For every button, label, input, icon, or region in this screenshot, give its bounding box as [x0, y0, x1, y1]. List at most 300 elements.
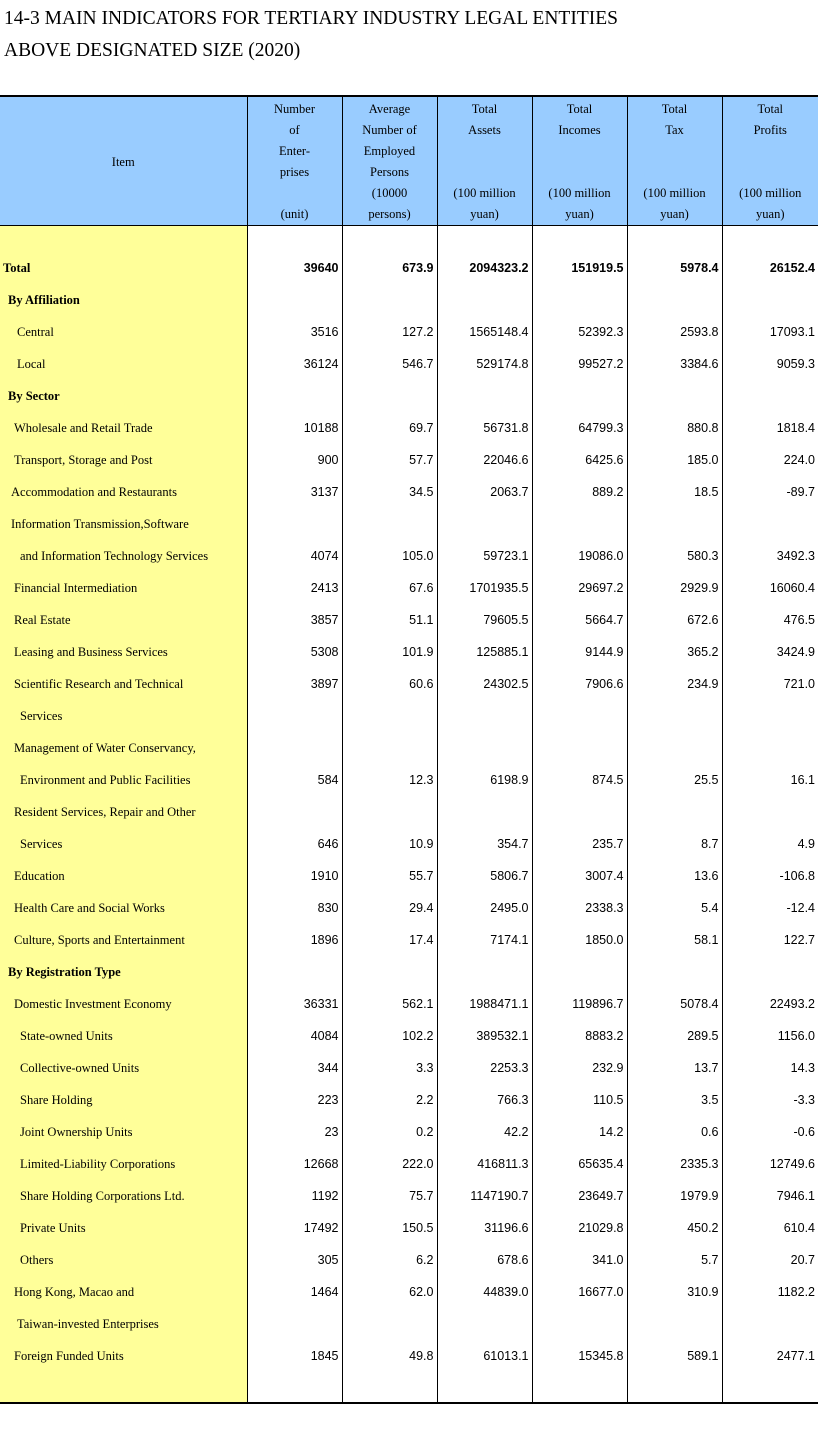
- value-cell: 880.8: [627, 412, 722, 444]
- table-bottom-row: [0, 1372, 818, 1403]
- value-cell: 5078.4: [627, 988, 722, 1020]
- value-cell: [342, 700, 437, 732]
- row-label: Culture, Sports and Entertainment: [14, 932, 185, 947]
- header-line: [533, 141, 627, 162]
- value-cell: 29697.2: [532, 572, 627, 604]
- value-cell: 24302.5: [437, 668, 532, 700]
- row-label: Collective-owned Units: [20, 1060, 140, 1075]
- table-row: [0, 412, 818, 444]
- value-cell: 79605.5: [437, 604, 532, 636]
- value-cell: 110.5: [532, 1084, 627, 1116]
- value-cell: [627, 508, 722, 540]
- value-cell: [342, 796, 437, 828]
- table-row: [0, 796, 818, 828]
- value-cell: 3516: [247, 316, 342, 348]
- value-cell: 13.7: [627, 1052, 722, 1084]
- value-cell: 69.7: [342, 412, 437, 444]
- value-cell: 344: [247, 1052, 342, 1084]
- row-label: Joint Ownership Units: [20, 1124, 133, 1139]
- table-row: [0, 1148, 818, 1180]
- value-cell: -106.8: [722, 860, 818, 892]
- header-line: (100 million: [739, 186, 802, 200]
- row-label-cell: [0, 252, 247, 284]
- value-cell: [532, 796, 627, 828]
- value-cell: [437, 732, 532, 764]
- row-label: Others: [20, 1252, 54, 1267]
- value-cell: 18.5: [627, 476, 722, 508]
- header-line: yuan): [565, 207, 594, 221]
- value-cell: 416811.3: [437, 1148, 532, 1180]
- value-cell: 39640: [247, 252, 342, 284]
- row-label: Total: [3, 260, 31, 275]
- row-label-cell: [0, 444, 247, 476]
- value-cell: [627, 380, 722, 412]
- value-cell: [532, 1308, 627, 1340]
- value-cell: [722, 796, 818, 828]
- table-row: [0, 956, 818, 988]
- value-cell: 1156.0: [722, 1020, 818, 1052]
- value-cell: 2063.7: [437, 476, 532, 508]
- row-label: Services: [20, 708, 63, 723]
- value-cell: [247, 956, 342, 988]
- value-cell: 234.9: [627, 668, 722, 700]
- header-total-profits: [722, 97, 818, 226]
- value-cell: 1818.4: [722, 412, 818, 444]
- value-cell: 1464: [247, 1276, 342, 1308]
- table-row: [0, 860, 818, 892]
- value-cell: 1147190.7: [437, 1180, 532, 1212]
- header-line: yuan): [660, 207, 689, 221]
- value-cell: 12.3: [342, 764, 437, 796]
- row-label-cell: [0, 284, 247, 316]
- row-label: Wholesale and Retail Trade: [14, 420, 153, 435]
- value-cell: 365.2: [627, 636, 722, 668]
- header-line: [248, 183, 342, 204]
- row-label: Leasing and Business Services: [14, 644, 168, 659]
- header-total-incomes: [532, 97, 627, 226]
- header-total-tax: [627, 97, 722, 226]
- value-cell: 673.9: [342, 252, 437, 284]
- value-cell: [627, 956, 722, 988]
- value-cell: 3897: [247, 668, 342, 700]
- value-cell: 3424.9: [722, 636, 818, 668]
- row-label-cell: [0, 1148, 247, 1180]
- value-cell: 341.0: [532, 1244, 627, 1276]
- value-cell: 99527.2: [532, 348, 627, 380]
- value-cell: 2495.0: [437, 892, 532, 924]
- table-row: [0, 732, 818, 764]
- value-cell: 6.2: [342, 1244, 437, 1276]
- row-label: Local: [17, 356, 46, 371]
- value-cell: [532, 732, 627, 764]
- row-label-cell: [0, 508, 247, 540]
- value-cell: 584: [247, 764, 342, 796]
- value-cell: 150.5: [342, 1212, 437, 1244]
- table-row: [0, 988, 818, 1020]
- value-cell: 1979.9: [627, 1180, 722, 1212]
- table-row: [0, 284, 818, 316]
- value-cell: 42.2: [437, 1116, 532, 1148]
- row-label-cell: [0, 700, 247, 732]
- row-label: By Affiliation: [8, 292, 80, 307]
- header-item: Item: [0, 97, 247, 226]
- row-label: Hong Kong, Macao and: [14, 1284, 135, 1299]
- row-label: Scientific Research and Technical: [14, 676, 184, 691]
- value-cell: 1910: [247, 860, 342, 892]
- header-line: Enter-: [279, 144, 310, 158]
- value-cell: 354.7: [437, 828, 532, 860]
- value-cell: 23649.7: [532, 1180, 627, 1212]
- value-cell: 2253.3: [437, 1052, 532, 1084]
- value-cell: 546.7: [342, 348, 437, 380]
- value-cell: [247, 796, 342, 828]
- row-label-cell: [0, 1180, 247, 1212]
- table-row: [0, 508, 818, 540]
- header-line: Incomes: [558, 123, 601, 137]
- header-line: Total: [661, 102, 688, 116]
- row-label: By Registration Type: [8, 964, 121, 979]
- value-cell: [627, 796, 722, 828]
- value-cell: 60.6: [342, 668, 437, 700]
- value-cell: 1192: [247, 1180, 342, 1212]
- header-line: [723, 141, 818, 162]
- value-cell: 3007.4: [532, 860, 627, 892]
- row-label: and Information Technology Services: [20, 548, 209, 563]
- value-cell: 67.6: [342, 572, 437, 604]
- value-cell: [722, 284, 818, 316]
- table-row: [0, 1020, 818, 1052]
- value-cell: [532, 380, 627, 412]
- value-cell: [722, 956, 818, 988]
- value-cell: 7946.1: [722, 1180, 818, 1212]
- value-cell: 65635.4: [532, 1148, 627, 1180]
- value-cell: [722, 700, 818, 732]
- table-row: [0, 1116, 818, 1148]
- row-label: Education: [14, 868, 65, 883]
- value-cell: 0.2: [342, 1116, 437, 1148]
- header-line: [438, 162, 532, 183]
- value-cell: [247, 508, 342, 540]
- header-line: Persons: [370, 165, 409, 179]
- value-cell: 23: [247, 1116, 342, 1148]
- value-cell: 52392.3: [532, 316, 627, 348]
- row-label: Transport, Storage and Post: [14, 452, 153, 467]
- table-row: [0, 1212, 818, 1244]
- value-cell: 5806.7: [437, 860, 532, 892]
- value-cell: 102.2: [342, 1020, 437, 1052]
- header-line: (100 million: [643, 186, 706, 200]
- value-cell: 44839.0: [437, 1276, 532, 1308]
- value-cell: 589.1: [627, 1340, 722, 1372]
- value-cell: 529174.8: [437, 348, 532, 380]
- value-cell: 4084: [247, 1020, 342, 1052]
- value-cell: 1182.2: [722, 1276, 818, 1308]
- value-cell: 34.5: [342, 476, 437, 508]
- row-label: Share Holding Corporations Ltd.: [20, 1188, 185, 1203]
- value-cell: 16677.0: [532, 1276, 627, 1308]
- value-cell: 151919.5: [532, 252, 627, 284]
- row-label: Resident Services, Repair and Other: [14, 804, 196, 819]
- value-cell: 26152.4: [722, 252, 818, 284]
- value-cell: 1896: [247, 924, 342, 956]
- value-cell: 289.5: [627, 1020, 722, 1052]
- value-cell: 310.9: [627, 1276, 722, 1308]
- value-cell: 4074: [247, 540, 342, 572]
- value-cell: 10.9: [342, 828, 437, 860]
- value-cell: 13.6: [627, 860, 722, 892]
- value-cell: [247, 1308, 342, 1340]
- value-cell: -0.6: [722, 1116, 818, 1148]
- value-cell: 56731.8: [437, 412, 532, 444]
- value-cell: 389532.1: [437, 1020, 532, 1052]
- value-cell: [247, 700, 342, 732]
- value-cell: 5308: [247, 636, 342, 668]
- value-cell: 5664.7: [532, 604, 627, 636]
- header-enterprises: [247, 97, 342, 226]
- value-cell: 9144.9: [532, 636, 627, 668]
- value-cell: 3.5: [627, 1084, 722, 1116]
- table-row: [0, 316, 818, 348]
- table-row: [0, 476, 818, 508]
- value-cell: 3384.6: [627, 348, 722, 380]
- header-line: (100 million: [548, 186, 611, 200]
- value-cell: 16.1: [722, 764, 818, 796]
- row-label: Central: [17, 324, 54, 339]
- value-cell: 31196.6: [437, 1212, 532, 1244]
- value-cell: 64799.3: [532, 412, 627, 444]
- value-cell: 2929.9: [627, 572, 722, 604]
- row-label-cell: [0, 1084, 247, 1116]
- value-cell: 57.7: [342, 444, 437, 476]
- table-row: [0, 700, 818, 732]
- value-cell: [532, 956, 627, 988]
- table-row: [0, 444, 818, 476]
- table-row: [0, 1084, 818, 1116]
- row-label-cell: [0, 796, 247, 828]
- value-cell: 12749.6: [722, 1148, 818, 1180]
- value-cell: 10188: [247, 412, 342, 444]
- value-cell: -89.7: [722, 476, 818, 508]
- row-label: Domestic Investment Economy: [14, 996, 172, 1011]
- value-cell: 610.4: [722, 1212, 818, 1244]
- row-label: Financial Intermediation: [14, 580, 138, 595]
- header-line: Profits: [753, 123, 787, 137]
- header-employed-persons: [342, 97, 437, 226]
- table-row: [0, 540, 818, 572]
- value-cell: 232.9: [532, 1052, 627, 1084]
- value-cell: 222.0: [342, 1148, 437, 1180]
- header-line: Number of: [362, 123, 417, 137]
- value-cell: 5978.4: [627, 252, 722, 284]
- header-line: prises: [279, 165, 310, 179]
- value-cell: 127.2: [342, 316, 437, 348]
- header-line: persons): [368, 207, 411, 221]
- header-line: of: [289, 123, 300, 137]
- table-row: [0, 1276, 818, 1308]
- value-cell: 25.5: [627, 764, 722, 796]
- value-cell: 51.1: [342, 604, 437, 636]
- value-cell: 6425.6: [532, 444, 627, 476]
- table-row: [0, 1340, 818, 1372]
- header-line: [438, 141, 532, 162]
- value-cell: [722, 508, 818, 540]
- header-line: yuan): [470, 207, 499, 221]
- value-cell: 14.2: [532, 1116, 627, 1148]
- value-cell: 672.6: [627, 604, 722, 636]
- table-row: [0, 252, 818, 284]
- value-cell: 101.9: [342, 636, 437, 668]
- row-label-cell: [0, 1052, 247, 1084]
- table-spacer-row: [0, 226, 818, 253]
- row-label: Real Estate: [14, 612, 71, 627]
- value-cell: [247, 284, 342, 316]
- value-cell: 889.2: [532, 476, 627, 508]
- value-cell: 476.5: [722, 604, 818, 636]
- value-cell: [627, 700, 722, 732]
- value-cell: 900: [247, 444, 342, 476]
- header-line: Total: [757, 102, 783, 116]
- value-cell: -3.3: [722, 1084, 818, 1116]
- row-label-cell: [0, 988, 247, 1020]
- value-cell: 450.2: [627, 1212, 722, 1244]
- value-cell: 17.4: [342, 924, 437, 956]
- row-label: Health Care and Social Works: [14, 900, 165, 915]
- row-label: Accommodation and Restaurants: [11, 484, 177, 499]
- header-line: [628, 141, 722, 162]
- value-cell: [437, 796, 532, 828]
- value-cell: 22046.6: [437, 444, 532, 476]
- table-row: [0, 1308, 818, 1340]
- value-cell: [342, 508, 437, 540]
- table-row: [0, 636, 818, 668]
- row-label-cell: [0, 764, 247, 796]
- value-cell: [342, 732, 437, 764]
- header-line: [533, 162, 627, 183]
- header-total-assets: [437, 97, 532, 226]
- value-cell: [627, 732, 722, 764]
- row-label: Management of Water Conservancy,: [14, 740, 196, 755]
- value-cell: 721.0: [722, 668, 818, 700]
- row-label-cell: [0, 1020, 247, 1052]
- table-row: [0, 1244, 818, 1276]
- value-cell: 4.9: [722, 828, 818, 860]
- value-cell: 125885.1: [437, 636, 532, 668]
- value-cell: 19086.0: [532, 540, 627, 572]
- value-cell: 678.6: [437, 1244, 532, 1276]
- table-row: [0, 892, 818, 924]
- value-cell: 1988471.1: [437, 988, 532, 1020]
- row-label-cell: [0, 604, 247, 636]
- row-label-cell: [0, 892, 247, 924]
- value-cell: [627, 284, 722, 316]
- value-cell: [342, 284, 437, 316]
- table-row: [0, 1052, 818, 1084]
- value-cell: [437, 284, 532, 316]
- row-label-cell: [0, 540, 247, 572]
- row-label-cell: [0, 1116, 247, 1148]
- value-cell: 2.2: [342, 1084, 437, 1116]
- value-cell: 3.3: [342, 1052, 437, 1084]
- value-cell: 3137: [247, 476, 342, 508]
- row-label-cell: [0, 476, 247, 508]
- value-cell: 12668: [247, 1148, 342, 1180]
- header-line: (10000: [371, 186, 408, 200]
- value-cell: 2593.8: [627, 316, 722, 348]
- row-label: Information Transmission,Software: [11, 516, 189, 531]
- header-line: Total: [566, 102, 593, 116]
- value-cell: [247, 380, 342, 412]
- value-cell: 16060.4: [722, 572, 818, 604]
- value-cell: 59723.1: [437, 540, 532, 572]
- row-label-cell: [0, 412, 247, 444]
- row-label-cell: [0, 668, 247, 700]
- indicators-table: [0, 95, 818, 1404]
- table-row: [0, 668, 818, 700]
- value-cell: 36331: [247, 988, 342, 1020]
- value-cell: 8.7: [627, 828, 722, 860]
- value-cell: 830: [247, 892, 342, 924]
- row-label-cell: [0, 732, 247, 764]
- header-line: (100 million: [453, 186, 516, 200]
- header-line: Assets: [468, 123, 501, 137]
- value-cell: 2335.3: [627, 1148, 722, 1180]
- value-cell: 14.3: [722, 1052, 818, 1084]
- value-cell: 8883.2: [532, 1020, 627, 1052]
- value-cell: 17492: [247, 1212, 342, 1244]
- table-header: [0, 96, 818, 226]
- value-cell: 1565148.4: [437, 316, 532, 348]
- table-row: [0, 764, 818, 796]
- value-cell: 61013.1: [437, 1340, 532, 1372]
- row-label: Share Holding: [20, 1092, 93, 1107]
- header-line: [628, 162, 722, 183]
- value-cell: 29.4: [342, 892, 437, 924]
- row-label: Foreign Funded Units: [14, 1348, 124, 1363]
- value-cell: 5.4: [627, 892, 722, 924]
- value-cell: 20.7: [722, 1244, 818, 1276]
- row-label-cell: [0, 828, 247, 860]
- value-cell: 2094323.2: [437, 252, 532, 284]
- header-line: (unit): [280, 207, 309, 221]
- value-cell: 0.6: [627, 1116, 722, 1148]
- value-cell: [342, 956, 437, 988]
- header-line: Total: [471, 102, 498, 116]
- row-label-cell: [0, 572, 247, 604]
- value-cell: 55.7: [342, 860, 437, 892]
- header-line: yuan): [756, 207, 785, 221]
- value-cell: [722, 380, 818, 412]
- table-title-line-1: 14-3 MAIN INDICATORS FOR TERTIARY INDUSTRY LEGAL ENTITIES: [4, 8, 618, 29]
- table-body: [0, 226, 818, 1404]
- table-row: [0, 572, 818, 604]
- value-cell: 1850.0: [532, 924, 627, 956]
- value-cell: [247, 732, 342, 764]
- value-cell: 58.1: [627, 924, 722, 956]
- row-label-cell: [0, 1212, 247, 1244]
- value-cell: [532, 508, 627, 540]
- header-line: Employed: [363, 144, 416, 158]
- value-cell: 2338.3: [532, 892, 627, 924]
- row-label-cell: [0, 636, 247, 668]
- value-cell: [342, 380, 437, 412]
- row-label: By Sector: [8, 388, 60, 403]
- value-cell: 2413: [247, 572, 342, 604]
- value-cell: 49.8: [342, 1340, 437, 1372]
- value-cell: 766.3: [437, 1084, 532, 1116]
- value-cell: 6198.9: [437, 764, 532, 796]
- value-cell: 105.0: [342, 540, 437, 572]
- row-label-cell: [0, 348, 247, 380]
